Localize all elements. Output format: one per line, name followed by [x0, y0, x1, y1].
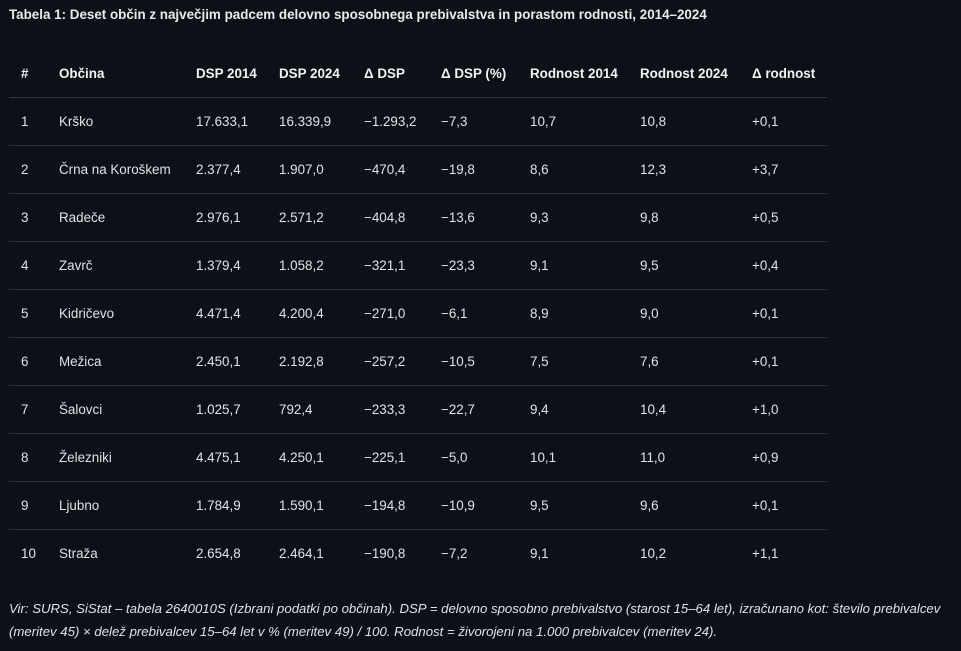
cell-fertility-2014: 7,5 [518, 338, 628, 386]
header-municipality: Občina [47, 49, 184, 98]
cell-dsp-2014: 1.379,4 [184, 242, 267, 290]
header-fertility-change: Δ rodnost [740, 49, 827, 98]
cell-fertility-2014: 10,1 [518, 434, 628, 482]
cell-fertility-2024: 9,5 [628, 242, 740, 290]
cell-rank: 10 [21, 546, 36, 561]
cell-fertility-2014: 9,5 [518, 482, 628, 530]
cell-fertility-2014: 9,3 [518, 194, 628, 242]
cell-rank: 1 [9, 98, 47, 146]
header-rank: # [9, 49, 47, 98]
cell-fertility-2024: 9,0 [628, 290, 740, 338]
cell-fertility-2024: 7,6 [628, 338, 740, 386]
cell-municipality: Radeče [47, 194, 184, 242]
cell-dsp-2024: 4.250,1 [267, 434, 352, 482]
cell-municipality: Šalovci [47, 386, 184, 434]
cell-fertility-change: +0,1 [740, 290, 827, 338]
cell-dsp-change-pct: −5,0 [429, 434, 518, 482]
table-row [9, 146, 827, 194]
cell-dsp-change-pct: −19,8 [429, 146, 518, 194]
cell-municipality: Črna na Koroškem [47, 146, 184, 194]
cell-dsp-change-pct: −22,7 [429, 386, 518, 434]
cell-fertility-2024: 10,2 [640, 546, 667, 561]
cell-municipality: Zavrč [47, 242, 184, 290]
cell-dsp-change-pct: −10,5 [429, 338, 518, 386]
cell-fertility-2024: 12,3 [628, 146, 740, 194]
table-row [9, 386, 827, 434]
cell-fertility-2024: 9,8 [628, 194, 740, 242]
cell-dsp-change-pct: −7,3 [429, 98, 518, 146]
cell-fertility-2014: 9,1 [518, 242, 628, 290]
cell-dsp-2014: 4.475,1 [184, 434, 267, 482]
cell-dsp-2024: 792,4 [267, 386, 352, 434]
cell-rank: 4 [9, 242, 47, 290]
cell-fertility-change: +0,1 [740, 482, 827, 530]
cell-dsp-2024: 2.571,2 [267, 194, 352, 242]
cell-fertility-2024: 11,0 [628, 434, 740, 482]
table-row [9, 338, 827, 386]
cell-fertility-change: +0,5 [740, 194, 827, 242]
cell-dsp-2014: 17.633,1 [184, 98, 267, 146]
table-row [9, 530, 827, 578]
cell-dsp-change: −233,3 [352, 386, 429, 434]
cell-dsp-change: −321,1 [352, 242, 429, 290]
cell-fertility-change: +0,4 [740, 242, 827, 290]
cell-dsp-2024: 1.058,2 [267, 242, 352, 290]
cell-municipality: Krško [47, 98, 184, 146]
cell-dsp-2024: 2.464,1 [279, 546, 324, 561]
cell-municipality: Straža [59, 546, 98, 561]
cell-fertility-change: +0,9 [740, 434, 827, 482]
cell-rank: 6 [9, 338, 47, 386]
table-header [9, 49, 827, 98]
cell-dsp-change-pct: −6,1 [429, 290, 518, 338]
cell-fertility-2024: 10,4 [628, 386, 740, 434]
cell-fertility-2014: 8,9 [518, 290, 628, 338]
cell-dsp-2014: 2.377,4 [184, 146, 267, 194]
header-fertility-2014: Rodnost 2014 [518, 49, 628, 98]
cell-dsp-change: −190,8 [364, 546, 406, 561]
table-body [9, 98, 827, 578]
cell-rank: 5 [9, 290, 47, 338]
cell-fertility-2014: 10,7 [518, 98, 628, 146]
cell-dsp-2024: 4.200,4 [267, 290, 352, 338]
cell-dsp-change-pct: −23,3 [429, 242, 518, 290]
cell-dsp-2014: 2.976,1 [184, 194, 267, 242]
cell-rank: 8 [9, 434, 47, 482]
header-fertility-2024: Rodnost 2024 [628, 49, 740, 98]
cell-dsp-2014: 2.654,8 [196, 546, 241, 561]
table-row [9, 242, 827, 290]
cell-fertility-change: +0,1 [740, 98, 827, 146]
cell-dsp-change: −470,4 [352, 146, 429, 194]
cell-municipality: Kidričevo [47, 290, 184, 338]
cell-dsp-change: −404,8 [352, 194, 429, 242]
header-dsp-2014: DSP 2014 [184, 49, 267, 98]
cell-fertility-change: +1,0 [740, 386, 827, 434]
cell-fertility-2024: 9,6 [628, 482, 740, 530]
data-table [9, 49, 827, 577]
cell-rank: 3 [9, 194, 47, 242]
cell-dsp-2014: 2.450,1 [184, 338, 267, 386]
source-note: Vir: SURS, SiStat – tabela 2640010S (Izbrani podatki po občinah). DSP = delovno sposobno prebivalstvo (starost 15–64 let), izračunano kot: število prebivalcev (meritev 45) × delež prebivalcev 15–64 let v % (meritev 49) / 100. Rodnost = živorojeni na 1.000 prebivalcev (meritev 24). [9, 601, 941, 639]
cell-fertility-2014: 8,6 [518, 146, 628, 194]
cell-dsp-change: −225,1 [352, 434, 429, 482]
cell-dsp-2014: 1.784,9 [184, 482, 267, 530]
cell-dsp-2014: 1.025,7 [184, 386, 267, 434]
cell-dsp-change: −257,2 [352, 338, 429, 386]
cell-dsp-change-pct: −10,9 [429, 482, 518, 530]
table-row [9, 194, 827, 242]
cell-fertility-change: +0,1 [740, 338, 827, 386]
cell-municipality: Železniki [47, 434, 184, 482]
cell-municipality: Ljubno [47, 482, 184, 530]
cell-municipality: Mežica [47, 338, 184, 386]
cell-dsp-change: −194,8 [352, 482, 429, 530]
cell-dsp-2014: 4.471,4 [184, 290, 267, 338]
header-row [9, 49, 827, 98]
cell-dsp-change-pct: −13,6 [429, 194, 518, 242]
cell-fertility-2014: 9,1 [530, 546, 549, 561]
cell-dsp-2024: 16.339,9 [267, 98, 352, 146]
cell-fertility-2014: 9,4 [518, 386, 628, 434]
table-caption: Tabela 1: Deset občin z največjim padcem delovno sposobnega prebivalstva in porastom rodnosti, 2014–2024 [9, 7, 707, 22]
cell-dsp-change: −1.293,2 [352, 98, 429, 146]
cell-fertility-2024: 10,8 [628, 98, 740, 146]
cell-rank: 2 [9, 146, 47, 194]
header-dsp-change: Δ DSP [352, 49, 429, 98]
header-dsp-2024: DSP 2024 [267, 49, 352, 98]
cell-fertility-change: +1,1 [752, 546, 779, 561]
table-row [9, 482, 827, 530]
table-row [9, 290, 827, 338]
cell-dsp-2024: 1.590,1 [267, 482, 352, 530]
cell-dsp-2024: 1.907,0 [267, 146, 352, 194]
cell-rank: 7 [9, 386, 47, 434]
cell-dsp-change: −271,0 [352, 290, 429, 338]
table-row [9, 98, 827, 146]
cell-fertility-change: +3,7 [740, 146, 827, 194]
cell-rank: 9 [9, 482, 47, 530]
cell-dsp-change-pct: −7,2 [441, 546, 468, 561]
cell-dsp-2024: 2.192,8 [267, 338, 352, 386]
table-row [9, 434, 827, 482]
header-dsp-change-pct: Δ DSP (%) [429, 49, 518, 98]
